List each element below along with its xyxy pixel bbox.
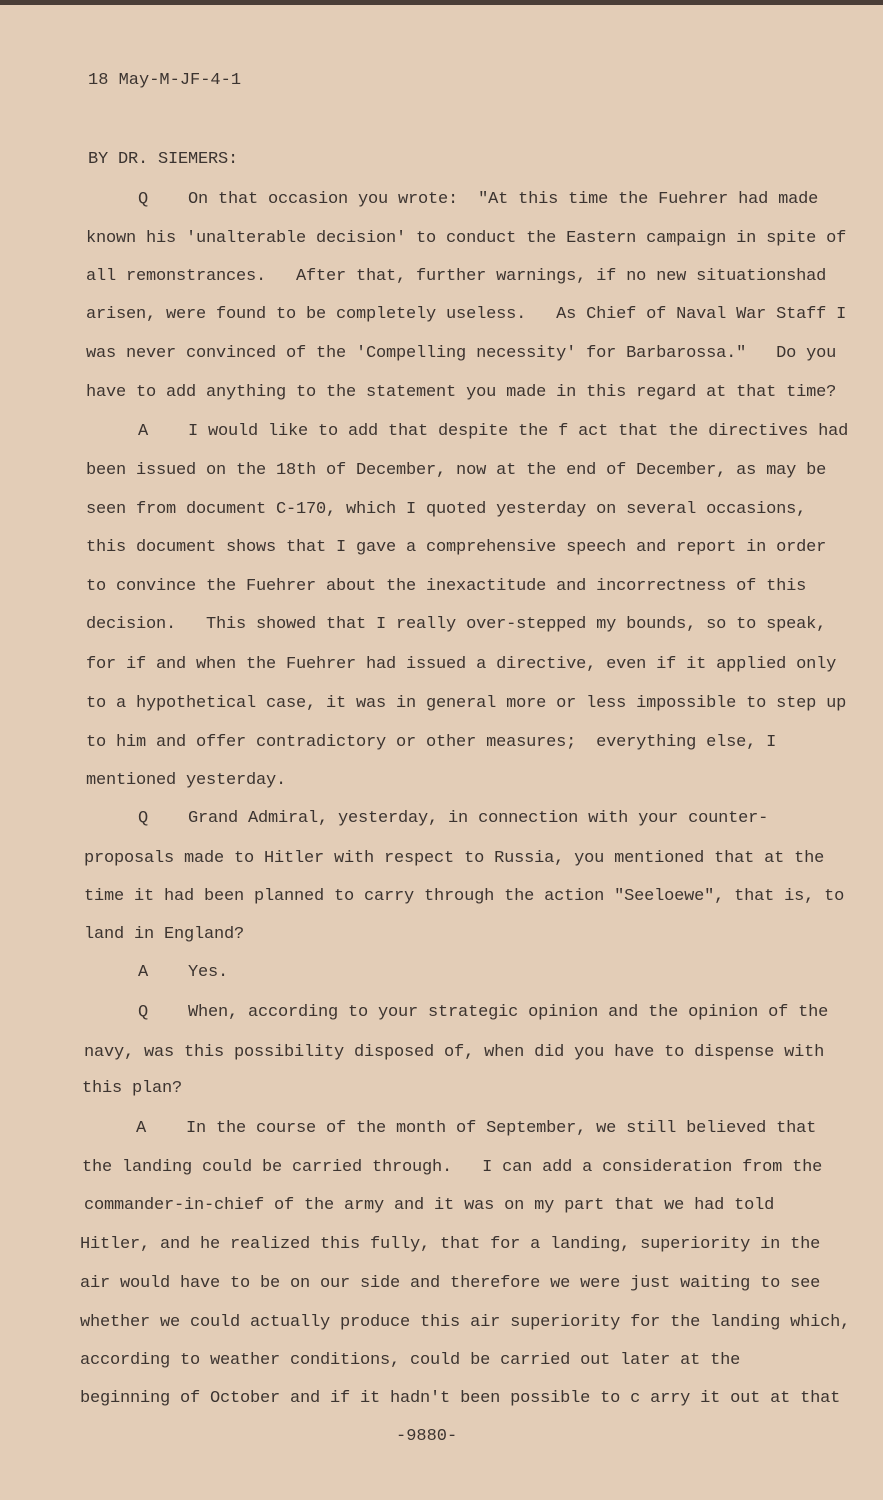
transcript-line: this document shows that I gave a comprehensive speech and report in order: [86, 538, 827, 557]
transcript-line: A I would like to add that despite the f act that the directives had: [88, 422, 849, 441]
transcript-line: proposals made to Hitler with respect to Russia, you mentioned that at the: [84, 849, 825, 868]
transcript-line: decision. This showed that I really over-stepped my bounds, so to speak,: [86, 615, 827, 634]
transcript-line: Q On that occasion you wrote: "At this time the Fuehrer had made: [88, 190, 819, 209]
transcript-line: this plan?: [82, 1079, 183, 1098]
transcript-line: arisen, were found to be completely useless. As Chief of Naval War Staff I: [86, 305, 847, 324]
transcript-line: Q Grand Admiral, yesterday, in connection with your counter-: [88, 809, 769, 828]
transcript-line: to convince the Fuehrer about the inexactitude and incorrectness of this: [86, 577, 807, 596]
transcript-line: commander-in-chief of the army and it was on my part that we had told: [84, 1196, 775, 1215]
transcript-line: mentioned yesterday.: [86, 771, 287, 790]
page-number: -9880-: [396, 1427, 458, 1446]
transcript-line: whether we could actually produce this air superiority for the landing which,: [80, 1313, 851, 1332]
transcript-line: seen from document C-170, which I quoted yesterday on several occasions,: [86, 500, 807, 519]
transcript-line: all remonstrances. After that, further warnings, if no new situationshad: [86, 267, 827, 286]
transcript-line: known his 'unalterable decision' to conduct the Eastern campaign in spite of: [86, 229, 847, 248]
transcript-line: for if and when the Fuehrer had issued a directive, even if it applied only: [86, 655, 837, 674]
transcript-line: Hitler, and he realized this fully, that for a landing, superiority in the: [80, 1235, 821, 1254]
transcript-line: have to add anything to the statement you made in this regard at that time?: [86, 383, 837, 402]
transcript-line: was never convinced of the 'Compelling necessity' for Barbarossa." Do you: [86, 344, 837, 363]
transcript-line: beginning of October and if it hadn't been possible to c arry it out at that: [80, 1389, 841, 1408]
transcript-line: land in England?: [84, 925, 245, 944]
transcript-line: been issued on the 18th of December, now at the end of December, as may be: [86, 461, 827, 480]
transcript-line: navy, was this possibility disposed of, when did you have to dispense with: [84, 1043, 825, 1062]
transcript-line: to him and offer contradictory or other measures; everything else, I: [86, 733, 777, 752]
transcript-line: to a hypothetical case, it was in general more or less impossible to step up: [86, 694, 847, 713]
transcript-line: Q When, according to your strategic opinion and the opinion of the: [88, 1003, 829, 1022]
transcript-line: according to weather conditions, could be carried out later at the: [80, 1351, 741, 1370]
document-header: 18 May-M-JF-4-1: [88, 71, 242, 90]
transcript-line: the landing could be carried through. I can add a consideration from the: [82, 1158, 823, 1177]
transcript-line: time it had been planned to carry through the action "Seeloewe", that is, to: [84, 887, 845, 906]
transcript-line: A In the course of the month of September, we still believed that: [86, 1119, 817, 1138]
transcript-line: air would have to be on our side and therefore we were just waiting to see: [80, 1274, 821, 1293]
transcript-line: BY DR. SIEMERS:: [88, 150, 239, 169]
transcript-line: A Yes.: [88, 963, 229, 982]
